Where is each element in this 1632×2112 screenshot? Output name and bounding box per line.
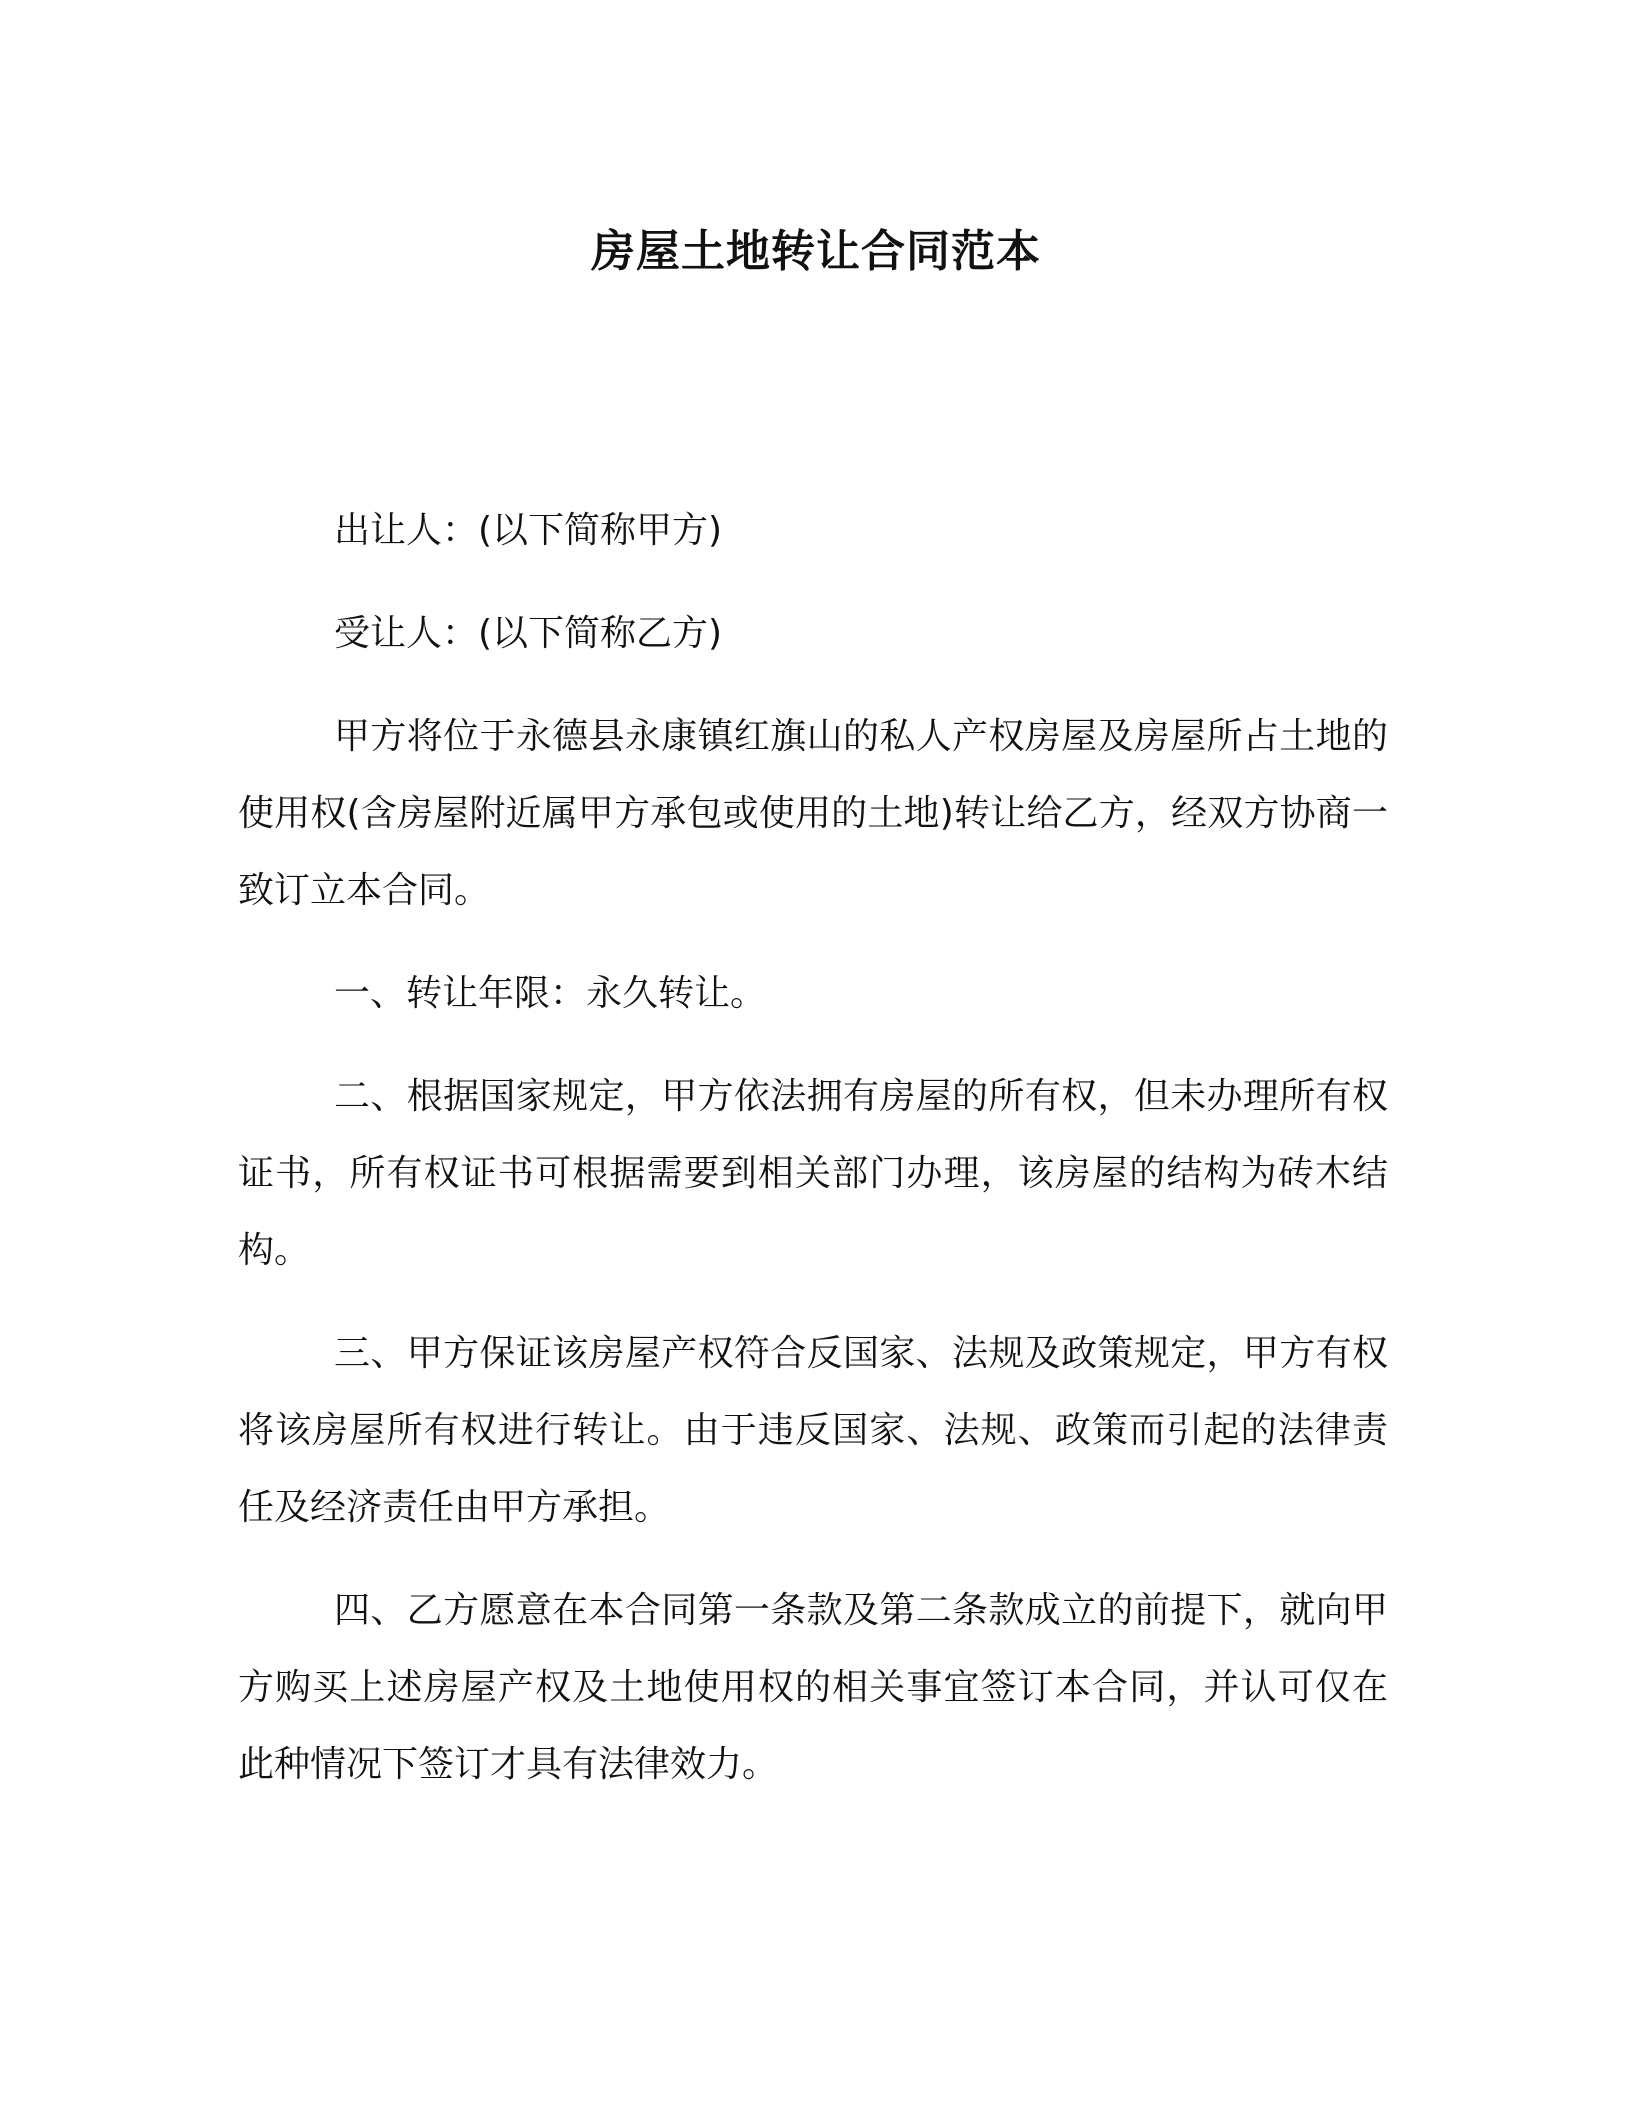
clause-1: 一、转让年限：永久转让。: [334, 973, 767, 1014]
clause-4: 四、乙方愿意在本合同第一条款及第二条款成立的前提下，就向甲方购买上述房屋产权及土地使用权的相关事宜签订本合同，并认可仅在此种情况下签订才具有法律效力。: [238, 1590, 1388, 1785]
clause-3: 三、甲方保证该房屋产权符合反国家、法规及政策规定，甲方有权将该房屋所有权进行转让。由于违反国家、法规、政策而引起的法律责任及经济责任由甲方承担。: [238, 1333, 1388, 1528]
preamble-paragraph: 甲方将位于永德县永康镇红旗山的私人产权房屋及房屋所占土地的使用权(含房屋附近属甲方承包或使用的土地)转让给乙方，经双方协商一致订立本合同。: [238, 716, 1388, 911]
clause-2: 二、根据国家规定，甲方依法拥有房屋的所有权，但未办理所有权证书，所有权证书可根据需要到相关部门办理，该房屋的结构为砖木结构。: [238, 1076, 1388, 1271]
document-title: 房屋土地转让合同范本: [591, 226, 1041, 277]
transferor-line: 出让人：(以下简称甲方): [334, 510, 723, 551]
transferee-line: 受让人：(以下简称乙方): [334, 613, 723, 654]
contract-body: [238, 492, 1388, 1829]
